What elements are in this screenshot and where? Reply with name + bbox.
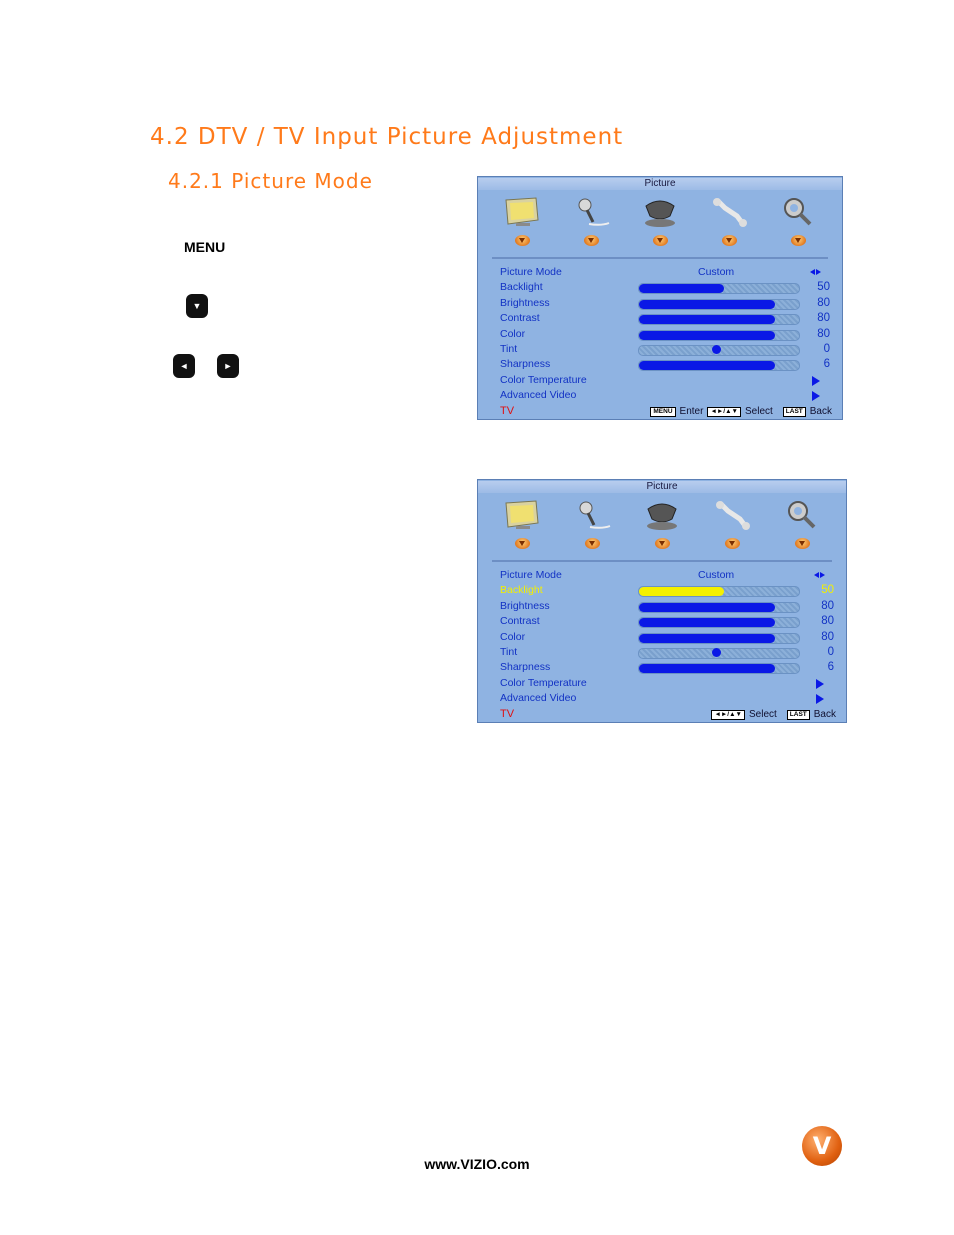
- submenu-arrow-icon: [812, 391, 820, 401]
- osd-menu-row: [500, 569, 836, 584]
- row-value: 0: [823, 343, 830, 355]
- osd-menu-row: [500, 389, 832, 404]
- osd-menu-row: [500, 374, 832, 389]
- osd-menu-row: [500, 646, 836, 661]
- slider-fill: [639, 618, 775, 627]
- slider-fill: [639, 664, 775, 673]
- row-label: Picture Mode: [500, 569, 562, 581]
- osd-menu-row: [500, 692, 836, 707]
- osd-menu-row: [500, 297, 832, 312]
- row-label: Sharpness: [500, 358, 551, 371]
- osd-menu-row: [500, 281, 832, 296]
- last-key-icon: LAST: [783, 407, 806, 417]
- row-label: Tint: [500, 343, 518, 355]
- osd-icon-column: [636, 195, 684, 255]
- back-hint: Back: [813, 709, 836, 720]
- row-label: Brightness: [500, 599, 550, 612]
- osd-menu-row: [500, 661, 836, 676]
- slider-fill: [639, 603, 775, 612]
- right-button-icon: ►: [217, 354, 239, 378]
- level-slider: [638, 663, 800, 674]
- row-label: Contrast: [500, 615, 540, 628]
- row-label: Color: [500, 630, 526, 643]
- row-value: 80: [821, 599, 834, 612]
- level-slider: [638, 648, 800, 659]
- row-label: Picture Mode: [500, 266, 562, 278]
- orange-arrow-icon: [722, 235, 737, 246]
- parental-icon: [781, 498, 823, 532]
- osd-icon-column: [567, 195, 615, 255]
- row-value: 80: [817, 327, 830, 340]
- row-label: Color: [500, 327, 526, 340]
- osd-menu-row: [500, 677, 836, 692]
- osd-menu-row: [500, 358, 832, 373]
- slider-fill: [639, 634, 775, 643]
- level-slider: [638, 586, 800, 597]
- level-slider: [638, 314, 800, 325]
- osd-divider: [492, 257, 828, 259]
- row-label: Brightness: [500, 296, 550, 309]
- orange-arrow-icon: [655, 538, 670, 549]
- row-value: 80: [817, 312, 830, 325]
- osd-menu-row: [500, 343, 832, 358]
- orange-arrow-icon: [791, 235, 806, 246]
- osd-menu-row: [500, 631, 836, 646]
- osd-icon-column: [498, 195, 546, 255]
- osd-menu-row: [500, 584, 836, 599]
- osd-menu-row: [500, 328, 832, 343]
- left-right-arrows-icon: [810, 268, 822, 277]
- enter-hint: Enter: [679, 406, 704, 417]
- level-slider: [638, 633, 800, 644]
- picture-menu-screenshot-2: [477, 479, 847, 723]
- left-button-icon: ◄: [173, 354, 195, 378]
- vizio-logo: V: [802, 1126, 842, 1166]
- osd-icon-column: [708, 498, 756, 558]
- orange-arrow-icon: [725, 538, 740, 549]
- orange-arrow-icon: [515, 235, 530, 246]
- row-value: 80: [821, 630, 834, 643]
- osd-footer: [478, 404, 842, 418]
- level-slider: [638, 283, 800, 294]
- picture-mode-value: Custom: [698, 569, 735, 581]
- orange-arrow-icon: [653, 235, 668, 246]
- source-label: TV: [500, 708, 515, 720]
- slider-fill: [639, 331, 775, 340]
- level-slider: [638, 330, 800, 341]
- setup-icon: [711, 498, 753, 532]
- last-key-icon: LAST: [787, 710, 810, 720]
- select-hint: Select: [744, 406, 773, 417]
- row-label: Backlight: [500, 584, 543, 597]
- picture-mode-value: Custom: [698, 266, 735, 278]
- row-value: 6: [827, 661, 834, 674]
- row-value: 0: [827, 646, 834, 658]
- osd-menu-row: [500, 266, 832, 281]
- picture-menu-screenshot-1: [477, 176, 843, 420]
- menu-key-label: MENU: [184, 239, 226, 255]
- osd-title: Picture: [478, 481, 846, 493]
- row-value: 50: [817, 281, 830, 294]
- osd-title: Picture: [478, 178, 842, 190]
- source-label: TV: [500, 405, 515, 417]
- slider-fill: [639, 587, 724, 596]
- menu-key-icon: MENU: [650, 407, 675, 417]
- osd-icon-bar: [498, 195, 822, 255]
- row-label: Sharpness: [500, 661, 551, 674]
- osd-menu-row: [500, 615, 836, 630]
- select-hint: Select: [748, 709, 777, 720]
- row-label: Backlight: [500, 281, 543, 294]
- orange-arrow-icon: [584, 235, 599, 246]
- osd-icon-bar: [498, 498, 826, 558]
- level-slider: [638, 299, 800, 310]
- row-value: 80: [817, 296, 830, 309]
- orange-arrow-icon: [795, 538, 810, 549]
- tv-icon: [641, 498, 683, 532]
- tv-icon: [639, 195, 681, 229]
- row-label: Advanced Video: [500, 692, 577, 705]
- slider-knob: [712, 345, 721, 354]
- submenu-arrow-icon: [812, 376, 820, 386]
- osd-menu-row: [500, 600, 836, 615]
- row-value: 80: [821, 615, 834, 628]
- picture-icon: [501, 498, 543, 532]
- orange-arrow-icon: [515, 538, 530, 549]
- osd-icon-column: [774, 195, 822, 255]
- osd-icon-column: [705, 195, 753, 255]
- osd-menu-row: [500, 312, 832, 327]
- arrow-keys-icon: ◄►/▲▼: [707, 407, 741, 417]
- slider-knob: [712, 648, 721, 657]
- row-label: Tint: [500, 646, 518, 658]
- slider-fill: [639, 361, 775, 370]
- picture-icon: [501, 195, 543, 229]
- osd-icon-column: [498, 498, 546, 558]
- submenu-arrow-icon: [816, 679, 824, 689]
- row-label: Color Temperature: [500, 676, 587, 689]
- down-button-icon: ▼: [186, 294, 208, 318]
- level-slider: [638, 360, 800, 371]
- slider-fill: [639, 315, 775, 324]
- osd-icon-column: [638, 498, 686, 558]
- setup-icon: [708, 195, 750, 229]
- slider-fill: [639, 284, 724, 293]
- page-heading: 4.2 DTV / TV Input Picture Adjustment: [150, 124, 624, 150]
- back-hint: Back: [809, 406, 832, 417]
- slider-fill: [639, 300, 775, 309]
- parental-icon: [777, 195, 819, 229]
- row-label: Color Temperature: [500, 373, 587, 386]
- level-slider: [638, 602, 800, 613]
- footer-url: www.VIZIO.com: [424, 1156, 530, 1172]
- osd-icon-column: [778, 498, 826, 558]
- orange-arrow-icon: [585, 538, 600, 549]
- level-slider: [638, 345, 800, 356]
- row-value: 6: [823, 358, 830, 371]
- submenu-arrow-icon: [816, 694, 824, 704]
- level-slider: [638, 617, 800, 628]
- arrow-keys-icon: ◄►/▲▼: [711, 710, 745, 720]
- section-heading: 4.2.1 Picture Mode: [168, 169, 373, 193]
- osd-icon-column: [568, 498, 616, 558]
- row-label: Advanced Video: [500, 389, 577, 402]
- row-label: Contrast: [500, 312, 540, 325]
- row-value: 50: [821, 584, 834, 597]
- left-right-arrows-icon: [814, 571, 826, 580]
- audio-icon: [571, 498, 613, 532]
- osd-divider: [492, 560, 832, 562]
- audio-icon: [570, 195, 612, 229]
- osd-footer: [478, 707, 846, 721]
